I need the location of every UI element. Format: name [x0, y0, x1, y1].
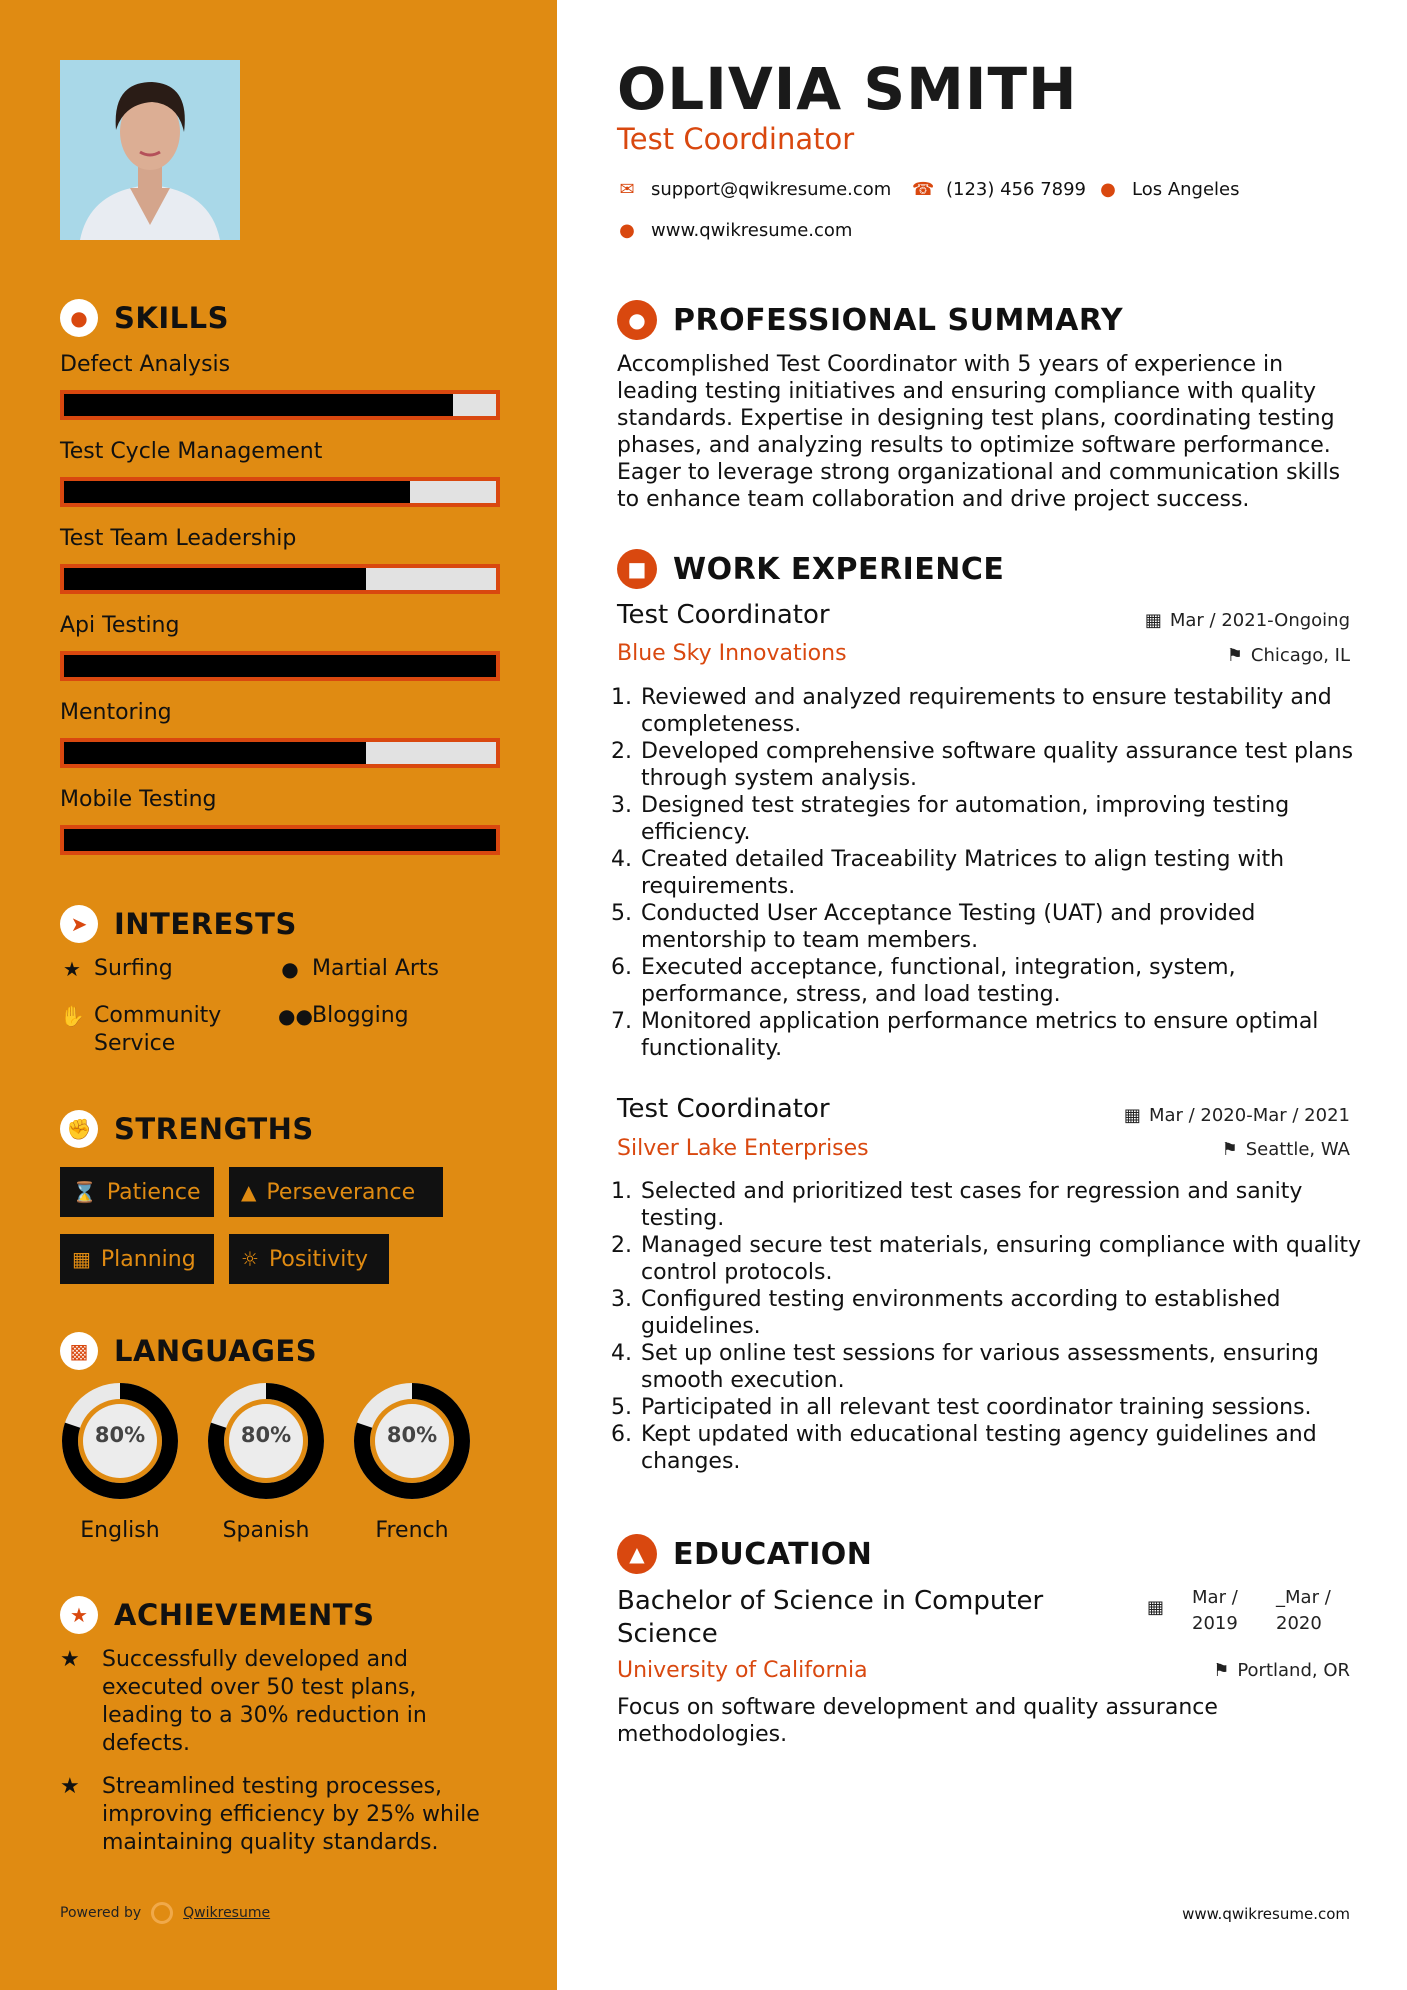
education-dates	[1147, 1585, 1336, 1637]
job-bullet: 5. Participated in all relevant test coordinator training sessions.	[639, 1394, 1379, 1421]
experience-title: WORK EXPERIENCE	[673, 551, 1005, 587]
language-donut	[351, 1380, 473, 1502]
achievements-title: ACHIEVEMENTS	[114, 1598, 375, 1632]
skill-label: Mentoring	[60, 700, 172, 725]
strength-chip	[229, 1234, 389, 1284]
education-end: _Mar / 2020	[1276, 1587, 1331, 1634]
skill-item	[60, 698, 500, 768]
skill-label: Api Testing	[60, 613, 180, 638]
interest-label: Community Service	[94, 1003, 222, 1056]
summary-text: Accomplished Test Coordinator with 5 years of experience in leading testing initiatives and ensuring compliance with quality standards. Expertise in designing test plans, coordinating testing phases, and analyzing results to optimize software performance. Eager to leverage strong organizational and communication skills to enhance team collaboration and drive project success.	[617, 352, 1341, 512]
candidate-role: Test Coordinator	[617, 122, 855, 156]
phone-icon: ☎	[912, 179, 935, 200]
users-icon: ●●	[278, 1004, 313, 1028]
skill-bar	[60, 651, 500, 681]
education-description: Focus on software development and quality assurance methodologies.	[617, 1695, 1218, 1747]
skill-item	[60, 350, 500, 420]
strength-label: Planning	[100, 1246, 196, 1272]
globe-icon: ●	[281, 957, 299, 981]
achievement-text: Streamlined testing processes, improving efficiency by 25% while maintaining quality standards.	[102, 1774, 480, 1855]
languages-title: LANGUAGES	[114, 1334, 318, 1368]
paper-plane-icon: ➤	[60, 905, 98, 943]
experience-header	[617, 549, 1004, 589]
brand-link[interactable]: Qwikresume	[183, 1905, 271, 1921]
skill-label: Mobile Testing	[60, 787, 217, 812]
skill-bar-fill	[64, 394, 453, 416]
languages-header	[60, 1332, 317, 1370]
skill-bar	[60, 825, 500, 855]
job-bullets	[617, 1178, 1379, 1475]
job-bullet: 2. Developed comprehensive software quality assurance test plans through system analysis.	[639, 738, 1379, 792]
sun-icon: ☼	[241, 1247, 259, 1271]
pin-icon: ⚑	[1226, 645, 1243, 666]
education-location	[1213, 1660, 1350, 1681]
website-text[interactable]: www.qwikresume.com	[651, 220, 853, 241]
skill-bar	[60, 390, 500, 420]
language-item	[351, 1380, 473, 1543]
skill-label: Defect Analysis	[60, 352, 231, 377]
pin-icon: ⚑	[1213, 1660, 1230, 1681]
job-bullet: 7. Monitored application performance metrics to ensure optimal functionality.	[639, 1008, 1379, 1062]
education-header	[617, 1534, 872, 1574]
job-bullet: 4. Set up online test sessions for various assessments, ensuring smooth execution.	[639, 1340, 1379, 1394]
skill-item	[60, 437, 500, 507]
contact-website	[617, 220, 852, 241]
job-location	[1227, 645, 1350, 666]
star-icon: ★	[60, 1774, 80, 1799]
hourglass-icon: ⌛	[72, 1180, 97, 1204]
interest-label: Surfing	[94, 956, 173, 981]
interest-item	[278, 1002, 409, 1030]
strength-chip	[229, 1167, 443, 1217]
interests-header	[60, 905, 297, 943]
job-location-text: Seattle, WA	[1245, 1139, 1350, 1160]
phone-text: (123) 456 7899	[946, 179, 1087, 200]
skill-label: Test Team Leadership	[60, 526, 297, 551]
sidebar	[0, 0, 557, 1990]
skill-bar	[60, 477, 500, 507]
skill-bar-fill	[64, 568, 366, 590]
job-bullets	[617, 684, 1379, 1062]
globe-icon: ●	[619, 220, 635, 241]
language-percent: 80%	[240, 1423, 292, 1447]
interest-item	[278, 955, 439, 983]
strength-label: Positivity	[268, 1246, 368, 1272]
skill-bar-fill	[64, 655, 496, 677]
skill-bar-fill	[64, 742, 366, 764]
skills-title: SKILLS	[114, 301, 229, 335]
job-date-text: Mar / 2020-Mar / 2021	[1148, 1105, 1350, 1126]
language-name: Spanish	[222, 1518, 310, 1543]
job-title: Test Coordinator	[617, 600, 830, 630]
email-text[interactable]: support@qwikresume.com	[651, 179, 892, 200]
job-title: Test Coordinator	[617, 1094, 830, 1124]
skill-label: Test Cycle Management	[60, 439, 323, 464]
language-percent: 80%	[386, 1423, 438, 1447]
footer-url[interactable]: www.qwikresume.com	[1182, 1905, 1350, 1923]
job-bullet: 6. Executed acceptance, functional, integration, system, performance, stress, and load testing.	[639, 954, 1379, 1008]
language-name: English	[80, 1518, 160, 1543]
star-icon: ★	[63, 957, 81, 981]
job-bullet: 3. Configured testing environments according to established guidelines.	[639, 1286, 1379, 1340]
skills-header	[60, 299, 229, 337]
job-company: Silver Lake Enterprises	[617, 1136, 869, 1161]
achievement-item	[60, 1773, 500, 1857]
pin-icon: ⚑	[1221, 1139, 1238, 1160]
graduation-icon: ▲	[617, 1534, 657, 1574]
job-bullet: 1. Reviewed and analyzed requirements to ensure testability and completeness.	[639, 684, 1379, 738]
language-donut	[205, 1380, 327, 1502]
education-location-text: Portland, OR	[1237, 1660, 1350, 1681]
job-location	[1222, 1139, 1350, 1160]
skill-bar	[60, 738, 500, 768]
achievements-header	[60, 1596, 374, 1634]
job-bullet: 5. Conducted User Acceptance Testing (UAT) and provided mentorship to team members.	[639, 900, 1379, 954]
summary-title: PROFESSIONAL SUMMARY	[673, 302, 1124, 338]
language-item	[59, 1380, 181, 1543]
interest-item	[60, 1002, 230, 1058]
calendar-icon: ▦	[72, 1247, 91, 1271]
education-start: Mar / 2019	[1192, 1587, 1238, 1634]
interest-label: Martial Arts	[312, 956, 440, 981]
location-text: Los Angeles	[1132, 179, 1240, 200]
lightbulb-icon: ●	[60, 299, 98, 337]
job-bullet: 3. Designed test strategies for automation, improving testing efficiency.	[639, 792, 1379, 846]
skill-bar-fill	[64, 829, 496, 851]
job-date	[1124, 1105, 1350, 1126]
contact-location	[1098, 179, 1240, 200]
skill-bar-fill	[64, 481, 410, 503]
road-icon: ▲	[241, 1180, 257, 1204]
strength-chip	[60, 1234, 214, 1284]
job-date	[1145, 610, 1350, 631]
interest-label: Blogging	[312, 1003, 409, 1028]
language-donut	[59, 1380, 181, 1502]
skill-bar	[60, 564, 500, 594]
map-pin-icon: ●	[1100, 179, 1116, 200]
achievement-item	[60, 1646, 500, 1758]
calendar-icon: ▦	[1144, 610, 1162, 631]
skill-item	[60, 524, 500, 594]
language-item	[205, 1380, 327, 1543]
main-content	[557, 0, 1407, 1990]
education-title: EDUCATION	[673, 1536, 873, 1572]
job-bullet: 4. Created detailed Traceability Matrices to align testing with requirements.	[639, 846, 1379, 900]
job-bullet: 1. Selected and prioritized test cases for regression and sanity testing.	[639, 1178, 1379, 1232]
strength-chip	[60, 1167, 214, 1217]
language-percent: 80%	[94, 1423, 146, 1447]
job-bullet: 2. Managed secure test materials, ensuring compliance with quality control protocols.	[639, 1232, 1379, 1286]
fist-icon: ✊	[60, 1110, 98, 1148]
candidate-name: OLIVIA SMITH	[617, 55, 1078, 123]
strength-label: Perseverance	[266, 1179, 416, 1205]
job-date-text: Mar / 2021-Ongoing	[1169, 610, 1350, 631]
achievement-text: Successfully developed and executed over 50 test plans, leading to a 30% reduction in defects.	[102, 1647, 427, 1756]
skill-item	[60, 785, 500, 855]
calendar-icon: ▦	[1123, 1105, 1141, 1126]
language-name: French	[375, 1518, 449, 1543]
education-university: University of California	[617, 1658, 868, 1683]
interest-item	[60, 955, 173, 983]
briefcase-icon: ■	[617, 549, 657, 589]
skill-item	[60, 611, 500, 681]
powered-by	[60, 1902, 270, 1924]
contact-email	[617, 179, 891, 200]
education-degree: Bachelor of Science in Computer Science	[617, 1586, 1044, 1649]
contact-phone	[912, 179, 1086, 200]
strengths-header	[60, 1110, 314, 1148]
job-location-text: Chicago, IL	[1250, 645, 1350, 666]
job-company: Blue Sky Innovations	[617, 641, 847, 666]
job-bullet: 6. Kept updated with educational testing agency guidelines and changes.	[639, 1421, 1379, 1475]
star-icon: ★	[60, 1647, 80, 1672]
language-icon: ▩	[60, 1332, 98, 1370]
qwikresume-logo-icon	[151, 1902, 173, 1924]
trophy-star-icon: ★	[60, 1596, 98, 1634]
profile-photo	[60, 60, 240, 240]
hand-icon: ✋	[60, 1004, 85, 1028]
summary-header	[617, 300, 1123, 340]
envelope-icon: ✉	[619, 179, 635, 200]
interests-title: INTERESTS	[114, 907, 297, 941]
user-icon: ●	[617, 300, 657, 340]
strength-label: Patience	[106, 1179, 201, 1205]
calendar-icon: ▦	[1147, 1597, 1165, 1618]
powered-by-label: Powered by	[60, 1905, 142, 1921]
strengths-title: STRENGTHS	[114, 1112, 314, 1146]
